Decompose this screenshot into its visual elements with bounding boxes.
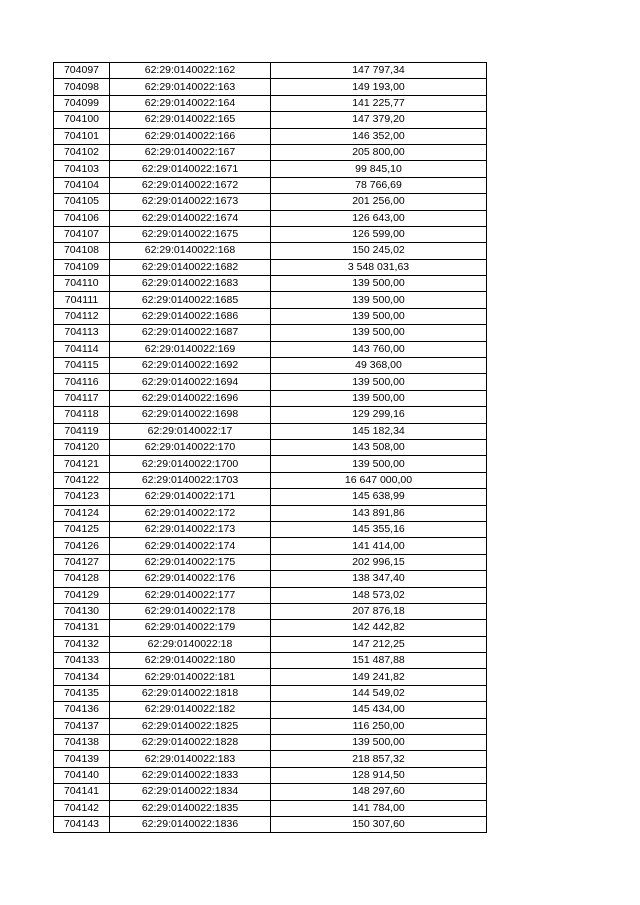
cadastral-value-cell: 145 638,99 (271, 489, 487, 505)
cadastral-number-cell: 62:29:0140022:1682 (110, 259, 271, 275)
cadastral-number-cell: 62:29:0140022:1825 (110, 718, 271, 734)
cadastral-number-cell: 62:29:0140022:1818 (110, 685, 271, 701)
cadastral-value-cell: 128 914,50 (271, 767, 487, 783)
cadastral-number-cell: 62:29:0140022:163 (110, 79, 271, 95)
cadastral-number-cell: 62:29:0140022:172 (110, 505, 271, 521)
cadastral-number-cell: 62:29:0140022:1671 (110, 161, 271, 177)
table-row (54, 554, 487, 570)
row-number-cell: 704110 (54, 276, 110, 292)
row-number-cell: 704100 (54, 112, 110, 128)
cadastral-value-cell: 145 355,16 (271, 521, 487, 537)
cadastral-number-cell: 62:29:0140022:165 (110, 112, 271, 128)
cadastral-value-cell: 207 876,18 (271, 603, 487, 619)
row-number-cell: 704097 (54, 63, 110, 79)
row-number-cell: 704135 (54, 685, 110, 701)
cadastral-value-cell: 141 225,77 (271, 95, 487, 111)
cadastral-value-cell: 116 250,00 (271, 718, 487, 734)
table-row (54, 800, 487, 816)
cadastral-value-table (53, 62, 487, 833)
cadastral-number-cell: 62:29:0140022:168 (110, 243, 271, 259)
cadastral-number-cell: 62:29:0140022:169 (110, 341, 271, 357)
cadastral-value-cell: 99 845,10 (271, 161, 487, 177)
table-row (54, 571, 487, 587)
cadastral-number-cell: 62:29:0140022:1696 (110, 390, 271, 406)
row-number-cell: 704126 (54, 538, 110, 554)
cadastral-value-cell: 138 347,40 (271, 571, 487, 587)
cadastral-number-cell: 62:29:0140022:181 (110, 669, 271, 685)
cadastral-value-cell: 151 487,88 (271, 653, 487, 669)
cadastral-number-cell: 62:29:0140022:175 (110, 554, 271, 570)
row-number-cell: 704137 (54, 718, 110, 734)
cadastral-value-cell: 139 500,00 (271, 308, 487, 324)
table-row (54, 292, 487, 308)
row-number-cell: 704101 (54, 128, 110, 144)
row-number-cell: 704108 (54, 243, 110, 259)
table-row (54, 718, 487, 734)
row-number-cell: 704114 (54, 341, 110, 357)
table-row (54, 259, 487, 275)
table-row (54, 374, 487, 390)
row-number-cell: 704113 (54, 325, 110, 341)
row-number-cell: 704106 (54, 210, 110, 226)
row-number-cell: 704109 (54, 259, 110, 275)
row-number-cell: 704123 (54, 489, 110, 505)
cadastral-value-cell: 139 500,00 (271, 325, 487, 341)
cadastral-value-cell: 146 352,00 (271, 128, 487, 144)
row-number-cell: 704116 (54, 374, 110, 390)
row-number-cell: 704130 (54, 603, 110, 619)
table-row (54, 390, 487, 406)
cadastral-value-cell: 205 800,00 (271, 144, 487, 160)
cadastral-value-cell: 145 434,00 (271, 702, 487, 718)
table-row (54, 325, 487, 341)
cadastral-number-cell: 62:29:0140022:1828 (110, 735, 271, 751)
row-number-cell: 704115 (54, 358, 110, 374)
table-row (54, 521, 487, 537)
cadastral-number-cell: 62:29:0140022:1683 (110, 276, 271, 292)
cadastral-number-cell: 62:29:0140022:170 (110, 439, 271, 455)
cadastral-number-cell: 62:29:0140022:178 (110, 603, 271, 619)
table-row (54, 751, 487, 767)
table-row (54, 79, 487, 95)
cadastral-number-cell: 62:29:0140022:166 (110, 128, 271, 144)
cadastral-number-cell: 62:29:0140022:1836 (110, 816, 271, 832)
cadastral-number-cell: 62:29:0140022:1673 (110, 194, 271, 210)
cadastral-value-cell: 139 500,00 (271, 374, 487, 390)
cadastral-value-cell: 143 891,86 (271, 505, 487, 521)
cadastral-value-cell: 139 500,00 (271, 735, 487, 751)
cadastral-value-cell: 3 548 031,63 (271, 259, 487, 275)
cadastral-value-cell: 150 245,02 (271, 243, 487, 259)
cadastral-number-cell: 62:29:0140022:1834 (110, 784, 271, 800)
table-body (54, 63, 487, 833)
row-number-cell: 704118 (54, 407, 110, 423)
table-row (54, 505, 487, 521)
table-row (54, 63, 487, 79)
cadastral-value-cell: 148 573,02 (271, 587, 487, 603)
cadastral-number-cell: 62:29:0140022:167 (110, 144, 271, 160)
table-row (54, 669, 487, 685)
table-row (54, 603, 487, 619)
cadastral-value-cell: 147 379,20 (271, 112, 487, 128)
table-row (54, 653, 487, 669)
table-row (54, 816, 487, 832)
cadastral-value-cell: 150 307,60 (271, 816, 487, 832)
row-number-cell: 704120 (54, 439, 110, 455)
row-number-cell: 704141 (54, 784, 110, 800)
cadastral-number-cell: 62:29:0140022:1672 (110, 177, 271, 193)
cadastral-value-cell: 139 500,00 (271, 276, 487, 292)
cadastral-number-cell: 62:29:0140022:1675 (110, 226, 271, 242)
table-row (54, 702, 487, 718)
table-row (54, 358, 487, 374)
table-row (54, 620, 487, 636)
row-number-cell: 704128 (54, 571, 110, 587)
cadastral-number-cell: 62:29:0140022:182 (110, 702, 271, 718)
row-number-cell: 704105 (54, 194, 110, 210)
table-row (54, 341, 487, 357)
cadastral-number-cell: 62:29:0140022:17 (110, 423, 271, 439)
table-row (54, 423, 487, 439)
cadastral-value-cell: 147 797,34 (271, 63, 487, 79)
cadastral-number-cell: 62:29:0140022:18 (110, 636, 271, 652)
table-row (54, 112, 487, 128)
row-number-cell: 704102 (54, 144, 110, 160)
cadastral-number-cell: 62:29:0140022:174 (110, 538, 271, 554)
row-number-cell: 704134 (54, 669, 110, 685)
cadastral-value-cell: 142 442,82 (271, 620, 487, 636)
table-row (54, 767, 487, 783)
row-number-cell: 704129 (54, 587, 110, 603)
cadastral-number-cell: 62:29:0140022:1694 (110, 374, 271, 390)
row-number-cell: 704131 (54, 620, 110, 636)
cadastral-number-cell: 62:29:0140022:1835 (110, 800, 271, 816)
cadastral-value-cell: 144 549,02 (271, 685, 487, 701)
table-row (54, 226, 487, 242)
row-number-cell: 704103 (54, 161, 110, 177)
row-number-cell: 704111 (54, 292, 110, 308)
row-number-cell: 704098 (54, 79, 110, 95)
row-number-cell: 704121 (54, 456, 110, 472)
row-number-cell: 704117 (54, 390, 110, 406)
cadastral-number-cell: 62:29:0140022:1685 (110, 292, 271, 308)
table-row (54, 144, 487, 160)
cadastral-value-cell: 139 500,00 (271, 390, 487, 406)
cadastral-value-cell: 218 857,32 (271, 751, 487, 767)
cadastral-number-cell: 62:29:0140022:1698 (110, 407, 271, 423)
table-row (54, 472, 487, 488)
row-number-cell: 704122 (54, 472, 110, 488)
cadastral-value-cell: 143 508,00 (271, 439, 487, 455)
cadastral-value-cell: 139 500,00 (271, 292, 487, 308)
cadastral-number-cell: 62:29:0140022:1833 (110, 767, 271, 783)
table-row (54, 587, 487, 603)
table-row (54, 95, 487, 111)
row-number-cell: 704136 (54, 702, 110, 718)
cadastral-number-cell: 62:29:0140022:177 (110, 587, 271, 603)
cadastral-value-cell: 149 241,82 (271, 669, 487, 685)
table-row (54, 735, 487, 751)
cadastral-value-cell: 49 368,00 (271, 358, 487, 374)
cadastral-number-cell: 62:29:0140022:173 (110, 521, 271, 537)
cadastral-value-cell: 126 599,00 (271, 226, 487, 242)
row-number-cell: 704139 (54, 751, 110, 767)
table-row (54, 538, 487, 554)
row-number-cell: 704112 (54, 308, 110, 324)
row-number-cell: 704125 (54, 521, 110, 537)
cadastral-number-cell: 62:29:0140022:164 (110, 95, 271, 111)
cadastral-value-cell: 129 299,16 (271, 407, 487, 423)
cadastral-number-cell: 62:29:0140022:1703 (110, 472, 271, 488)
row-number-cell: 704142 (54, 800, 110, 816)
cadastral-number-cell: 62:29:0140022:183 (110, 751, 271, 767)
table-row (54, 407, 487, 423)
cadastral-value-cell: 139 500,00 (271, 456, 487, 472)
cadastral-number-cell: 62:29:0140022:171 (110, 489, 271, 505)
table-row (54, 489, 487, 505)
cadastral-value-cell: 148 297,60 (271, 784, 487, 800)
cadastral-number-cell: 62:29:0140022:1687 (110, 325, 271, 341)
cadastral-value-cell: 141 414,00 (271, 538, 487, 554)
row-number-cell: 704099 (54, 95, 110, 111)
row-number-cell: 704127 (54, 554, 110, 570)
table-row (54, 685, 487, 701)
table-row (54, 177, 487, 193)
table-row (54, 276, 487, 292)
table-row (54, 128, 487, 144)
cadastral-value-cell: 78 766,69 (271, 177, 487, 193)
cadastral-value-cell: 145 182,34 (271, 423, 487, 439)
cadastral-value-cell: 126 643,00 (271, 210, 487, 226)
cadastral-value-cell: 16 647 000,00 (271, 472, 487, 488)
cadastral-value-cell: 147 212,25 (271, 636, 487, 652)
table-row (54, 243, 487, 259)
cadastral-value-cell: 201 256,00 (271, 194, 487, 210)
cadastral-number-cell: 62:29:0140022:1700 (110, 456, 271, 472)
cadastral-value-cell: 202 996,15 (271, 554, 487, 570)
cadastral-value-cell: 143 760,00 (271, 341, 487, 357)
table-row (54, 784, 487, 800)
table-row (54, 636, 487, 652)
row-number-cell: 704143 (54, 816, 110, 832)
cadastral-value-cell: 141 784,00 (271, 800, 487, 816)
row-number-cell: 704119 (54, 423, 110, 439)
row-number-cell: 704138 (54, 735, 110, 751)
cadastral-number-cell: 62:29:0140022:1674 (110, 210, 271, 226)
row-number-cell: 704104 (54, 177, 110, 193)
cadastral-number-cell: 62:29:0140022:162 (110, 63, 271, 79)
table-row (54, 308, 487, 324)
row-number-cell: 704140 (54, 767, 110, 783)
table-row (54, 210, 487, 226)
cadastral-value-cell: 149 193,00 (271, 79, 487, 95)
row-number-cell: 704107 (54, 226, 110, 242)
cadastral-number-cell: 62:29:0140022:176 (110, 571, 271, 587)
row-number-cell: 704124 (54, 505, 110, 521)
cadastral-number-cell: 62:29:0140022:1686 (110, 308, 271, 324)
table-row (54, 439, 487, 455)
table-row (54, 456, 487, 472)
cadastral-number-cell: 62:29:0140022:1692 (110, 358, 271, 374)
row-number-cell: 704133 (54, 653, 110, 669)
cadastral-number-cell: 62:29:0140022:179 (110, 620, 271, 636)
row-number-cell: 704132 (54, 636, 110, 652)
cadastral-number-cell: 62:29:0140022:180 (110, 653, 271, 669)
table-row (54, 161, 487, 177)
table-row (54, 194, 487, 210)
